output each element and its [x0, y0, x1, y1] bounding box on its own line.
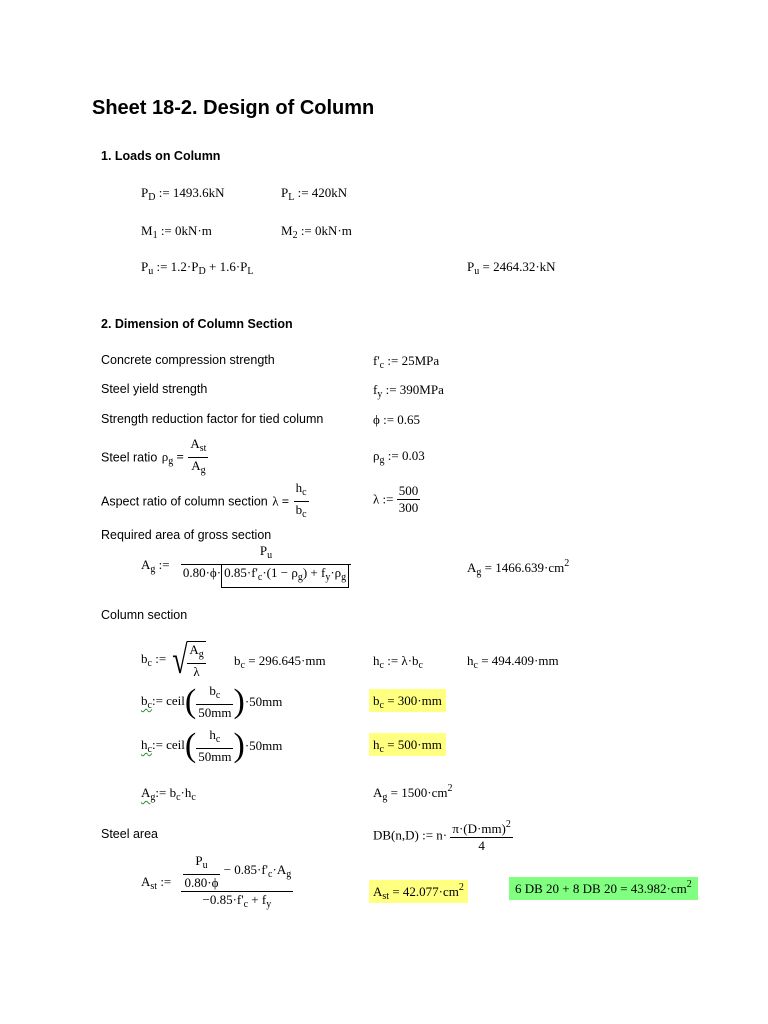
eq-m2[interactable]: $M_2$ := 0kN·m [281, 223, 352, 241]
aspect-ratio-row: Aspect ratio of column section λ = $\frac{h_c}{b_c}$ [101, 480, 309, 523]
label-aspect-ratio: Aspect ratio of column section [101, 494, 268, 509]
m2-value: 0kN·m [315, 223, 352, 238]
eq-hc-formula[interactable]: $h_c$ := $\lambda\cdot b_c$ [373, 653, 423, 671]
eq-rho[interactable]: $\rho_g$ := 0.03 [373, 448, 425, 466]
hc-rounded-result: $h_c = 500\cdot mm$ [369, 737, 446, 755]
eq-ag-formula[interactable]: $A_g$ := $\frac{P_u}{0.80\cdot\phi\cdot 0.85\cdot f'_c\cdot(1 - \rho_g) + f_y\cdot\rho_g}$ [141, 543, 351, 588]
eq-fy[interactable]: $f_y$ := 390MPa [373, 382, 444, 400]
pu-result: $P_u = 2464.32\cdot kN$ [467, 259, 556, 277]
ag-fraction: $\frac{P_u}{0.80\cdot\phi\cdot 0.85\cdot f'_c\cdot(1 - \rho_g) + f_y\cdot\rho_g}$ [181, 543, 351, 588]
eq-ag-final[interactable]: $A_g:= b_c\cdot h_c$ [141, 785, 196, 803]
lambda-fraction: $\frac{h_c}{b_c}$ [295, 480, 307, 520]
label-phi: Strength reduction factor for tied column [101, 412, 324, 426]
ast-result: $A_{st} = 42.077\cdot cm^2$ [369, 882, 468, 902]
label-fc: Concrete compression strength [101, 353, 275, 367]
hc-result: $h_c = 494.409\cdot mm$ [467, 653, 559, 671]
rebar-result: 6 DB 20 + 8 DB $20 = 43.982\cdot cm^2$ [509, 879, 698, 897]
eq-bc-formula[interactable]: $b_c$ := √ $\frac{A_g}{\lambda}$ [141, 637, 204, 682]
label-steel-ratio: Steel ratio [101, 450, 158, 465]
section-heading-dimension: 2. Dimension of Column Section [101, 317, 293, 331]
eq-lambda[interactable]: λ := $\frac{500}{300}$ [373, 483, 419, 515]
bc-result: $b_c = 296.645\cdot mm$ [234, 653, 326, 671]
label-column-section: Column section [101, 608, 188, 622]
ag-result: $A_g = 1466.639\cdot cm^2$ [467, 558, 570, 578]
eq-bc-ceil[interactable]: $b_c:=$ ceil( $\frac{b_c}{50mm}$ )·50mm [141, 683, 283, 720]
bc-rounded-result: $b_c = 300\cdot mm$ [369, 693, 446, 711]
eq-fc[interactable]: $f'_c$ := 25MPa [373, 353, 440, 371]
eq-ast-formula[interactable]: $A_{st}$ := $\frac{P_u}{0.80\cdot\phi}$ − $0.85\cdot f'_c\cdot A_g$ $-0.85\cdot f'_c + f_y$ [141, 853, 292, 910]
rho-fraction: $\frac{A_{st}}{A_g}$ [190, 436, 207, 476]
label-required-area: Required area of gross section [101, 528, 272, 542]
pl-value: 420kN [311, 185, 348, 200]
steel-ratio-row: Steel ratio $\rho_g$ = $\frac{A_{st}}{A_g}$ [101, 436, 208, 479]
label-fy: Steel yield strength [101, 382, 208, 396]
eq-pu[interactable]: $P_u$ := $1.2\cdot P_D + 1.6\cdot P_L$ [141, 259, 254, 277]
page-title: Sheet 18-2. Design of Column [92, 97, 375, 119]
section-heading-loads: 1. Loads on Column [101, 149, 221, 163]
ag-final-result: $A_g = 1500\cdot cm^2$ [373, 783, 453, 803]
eq-hc-ceil[interactable]: $h_c:=$ ceil( $\frac{h_c}{50mm}$ )·50mm [141, 727, 283, 764]
eq-pd[interactable]: $P_D$ := 1493.6kN [141, 185, 225, 203]
eq-db-function[interactable]: DB(n,D) := n· $\frac{\pi\cdot(D\cdot mm)^2}{4}$ [373, 819, 511, 853]
pd-value: 1493.6kN [172, 185, 225, 200]
m1-value: 0kN·m [175, 223, 212, 238]
lambda-value-fraction: $\frac{500}{300}$ [398, 483, 419, 515]
eq-phi[interactable]: ϕ := 0.65 [373, 412, 421, 427]
eq-m1[interactable]: $M_1$ := 0kN·m [141, 223, 212, 241]
eq-pl[interactable]: $P_L$ := 420kN [281, 185, 348, 203]
label-steel-area: Steel area [101, 827, 158, 841]
